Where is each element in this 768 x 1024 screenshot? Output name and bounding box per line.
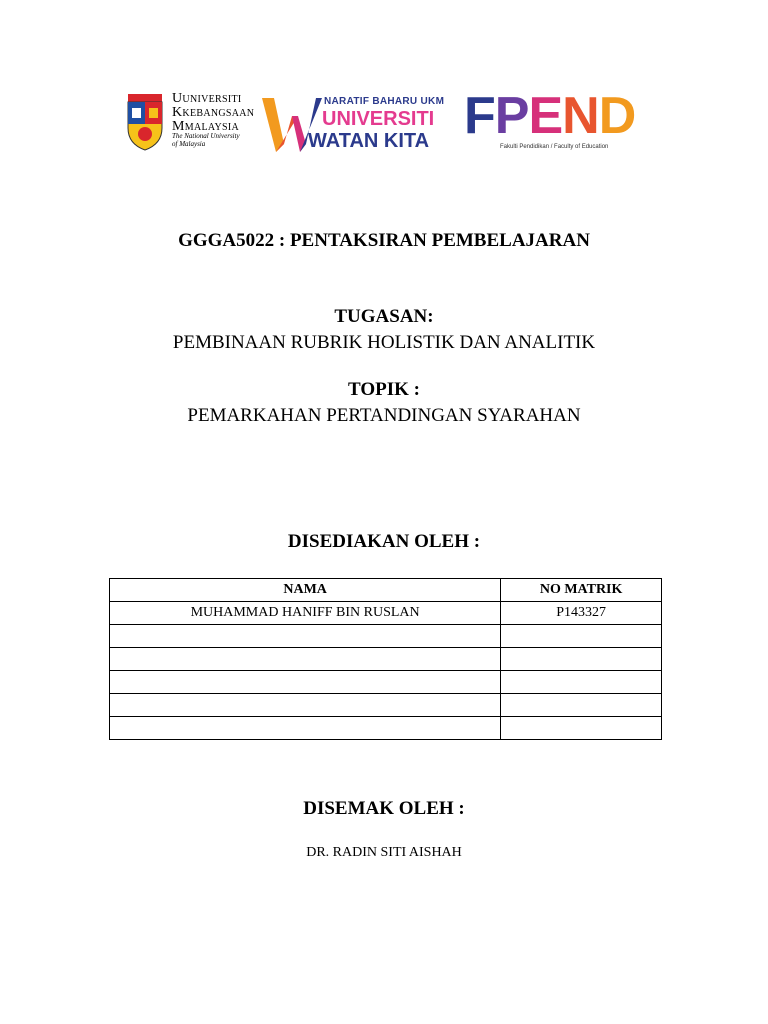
cell-nama [110,648,501,671]
disediakan-heading: DISEDIAKAN OLEH : [287,531,481,552]
ukm-line-2: KEBANGSAAN [182,108,255,119]
naratif-bottom-text: WATAN KITA [308,130,430,152]
table-header-row [110,579,662,602]
fpend-logo [464,87,654,154]
column-header-matrik: NO MATRIK [501,579,662,602]
table-row [110,694,662,717]
table-row [110,648,662,671]
column-header-nama: NAMA [110,579,501,602]
cell-matrik [501,648,662,671]
ukm-crest-icon [124,94,166,152]
naratif-mid-text: UNIVERSITI [322,108,435,130]
cell-nama [110,671,501,694]
course-title: GGGA5022 : PENTAKSIRAN PEMBELAJARAN [178,230,590,251]
members-table [109,578,662,740]
table-row [110,625,662,648]
topik-heading: TOPIK : [348,379,420,400]
table-row [110,602,662,625]
cell-matrik [501,694,662,717]
topik-text: PEMARKAHAN PERTANDINGAN SYARAHAN [187,405,581,426]
fpend-letter-d: D [598,87,636,145]
naratif-logo [262,94,452,154]
disemak-name: DR. RADIN SITI AISHAH [306,845,462,860]
ukm-sub-line-1: The National University [172,132,240,140]
naratif-top-text: NARATIF BAHARU UKM [324,96,445,107]
cell-nama [110,694,501,717]
cell-matrik [501,625,662,648]
cell-matrik: P143327 [501,602,662,625]
ukm-logo [124,92,256,154]
tugasan-heading: TUGASAN: [334,306,434,327]
ukm-line-3: MALAYSIA [184,122,240,133]
cell-nama [110,625,501,648]
table-row [110,717,662,740]
cell-nama [110,717,501,740]
ukm-sub-line-2: of Malaysia [172,140,206,148]
header-logos [124,87,652,160]
fpend-subtitle: Fakulti Pendidikan / Faculty of Education [500,144,609,150]
fpend-letter-e: E [528,87,563,145]
cell-matrik [501,717,662,740]
cell-matrik [501,671,662,694]
ukm-wordmark: UUNIVERSITI KKEBANGSAAN MMALAYSIA [172,91,255,134]
fpend-letter-n: N [562,87,599,145]
disemak-heading: DISEMAK OLEH : [303,798,465,819]
fpend-letter-p: P [494,87,529,145]
fpend-wordmark [464,86,635,146]
ukm-line-1: UNIVERSITI [182,94,242,105]
table-row [110,671,662,694]
tugasan-text: PEMBINAAN RUBRIK HOLISTIK DAN ANALITIK [172,332,596,353]
ukm-subtitle [172,132,240,148]
fpend-letter-f: F [464,87,495,145]
cell-nama: MUHAMMAD HANIFF BIN RUSLAN [110,602,501,625]
